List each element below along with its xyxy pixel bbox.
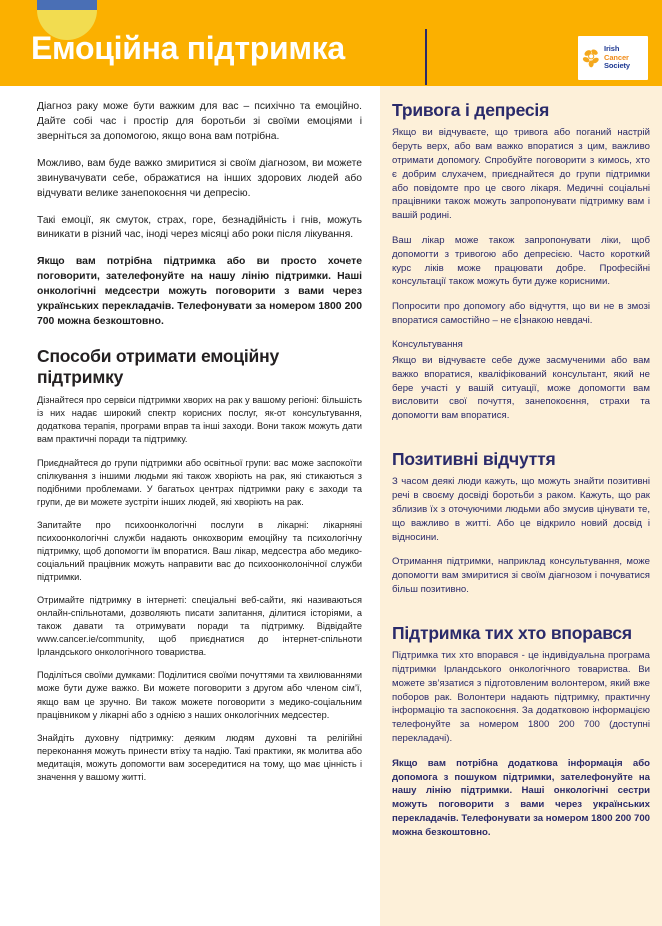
support-line-callout: Якщо вам потрібна підтримка або ви просто хочете поговорити, зателефонуйте на нашу лінію підтримки. Наші онкологічні медсестри можуть поговорити з вами через українських перекладачів. Телефонувати за номером 1800 200 700 можна безкоштовно. [37,256,362,328]
paragraph: Отримання підтримки, наприклад консультування, може допомогти вам змиритися зі своїм діагнозом і почуватися більш позитивно. [392,556,650,595]
paragraph: Знайдіть духовну підтримку: деяким людям духовні та релігійні переконання можуть принести втіху та надію. Такі практики, як молитва або медитація, можуть допомогти вам зосередитися на тому, що має цінність і значення у вашому житті. [37,732,362,782]
paragraph: Якщо ви відчуваєте себе дуже засмученими або вам важко впоратися, кваліфікований консультант, який не бере участі у вашій ситуації, може допомогти вам висловити свої почуття, занепокоєння, страхи та допомогти вам впоратися. [392,354,650,422]
section-heading-positive-feelings: Позитивні відчуття [392,448,556,469]
paragraph: Дізнайтеся про сервіси підтримки хворих на рак у вашому регіоні: більшість із них надає широкий спектр корисних послуг, як-от консультування, додаткова терапія, програми вправ та інші заходи. Вони також можуть дати вам практичні поради та підтримку. [37,395,362,445]
header-bar [0,0,662,86]
paragraph: Можливо, вам буде важко змиритися зі своїм діагнозом, ви можете звинувачувати себе, ображатися на інших здорових людей або відчувати велике занепокоєння чи депресію. [37,157,362,199]
paragraph-text-before-caret: Попросити про допомогу або відчуття, що ви не в змозі впоратися самостійно – не є [392,301,650,327]
subheading-counselling: Консультування [392,338,463,350]
paragraph: З часом деякі люди кажуть, що можуть знайти позитивні речі в своєму досвіді боротьби з раком. Кажуть, що рак зблизив їх з оточуючими людьми або змусив цінувати те, що важливо в житті. Або це відкрило новий досвід і відносини. [392,476,650,543]
irish-cancer-society-logo [578,36,648,80]
paragraph: Такі емоції, як смуток, страх, горе, безнадійність і гнів, можуть виникати в різний час, іноді через місяці або роки після лікування. [37,214,362,241]
logo-wordmark [604,45,630,72]
section-heading-anxiety-depression: Тривога і депресія [392,100,550,120]
paragraph: Діагноз раку може бути важким для вас – психічно та емоційно. Дайте собі час і простір для боротьби зі своїми емоціями і зверніться за допомогою, якщо вона вам потрібна. [37,101,362,142]
paragraph-text-after-caret: знакою невдачі. [521,315,593,327]
support-line-callout: Якщо вам потрібна додаткова інформація або допомога з пошуком підтримки, зателефонуйте на нашу лінію підтримки. Наші онкологічні сестри можуть поговорити з вами через українських перекладачів. Телефонувати за номером 1800 200 700 можна безкоштовно. [392,757,650,838]
section-heading-ways-to-get-support: Способи отримати емоційну підтримку [37,346,280,388]
paragraph: Ваш лікар може також запропонувати ліки, щоб допомогти з тривогою або депресією. Часто короткий курс ліків може працювати добре. Професійні консультації також можуть бути дуже корисними. [392,235,650,288]
left-column [37,100,362,794]
logo-line-3: Society [604,61,630,71]
logo-line-2: Cancer [604,52,629,62]
paragraph: Поділіться своїми думками: Поділитися своїми почуттями та хвилюваннями може бути дуже важко. Ви можете поговорити з другом або членом сім’ї, якщо вам це зручно. Ви також можете поговорити з медико-соціальним працівником у лікарні або з однією з наших онкологічних медсестер. [37,670,362,720]
flag-blue-half [37,0,97,10]
page-title: Емоційна підтримка [31,30,345,66]
paragraph: Якщо ви відчуваєте, що тривога або поганий настрій беруть верх, або вам важко впоратися з цим, важливо отримати допомогу. Спробуйте поговорити з кимось, хто є добрим слухачем, приєднайтеся до групи підтримки або повідомте про це свого лікаря. Медичні соціальні працівники також можуть запропонувати підтримку вам і вашій родині. [392,127,650,222]
paragraph: Приєднайтеся до групи підтримки або освітньої групи: вас може заспокоїти спілкування з іншими людьми які також хворіють на рак, які стикаються з подібними проблемами. У багатьох центрах підтримки раку є заходи та групи, де ви можете зустріти інших людей, які хворіють на рак. [37,457,362,507]
paragraph: Підтримка тих хто впорався - це індивідуальна програма підтримки Ірландського онкологічного товариства. Ви можете зв’язатися з підготовленим волонтером, який вже поборов рак. Волонтери надають підтримку, практичну інформацію та заспокоєння. За додатковою інформацією телефонуйте за номером 1800 200 700 (доступні перекладачі). [392,650,650,745]
text-cursor-caret [425,29,427,85]
paragraph-with-caret [392,300,650,328]
section-heading-survivor-support: Підтримка тих хто впорався [392,622,632,643]
logo-line-1: Irish [604,43,620,53]
paragraph: Запитайте про психоонкологічні послуги в лікарні: лікарняні психоонкологічні служби надають онкохворим емоційну та психологічну підтримку, щоб допомогти їм впоратися. Ваш лікар, медсестра або медико-соціальний працівник можуть направити вас до психоонколонічної служби підтримки. [37,519,362,583]
daffodil-icon [582,47,602,69]
paragraph: Отримайте підтримку в інтернеті: спеціальні веб-сайти, які називаються онлайн-спільнотами, дозволяють писати запитання, ділитися історіями, а також давати та отримувати поради та підтримку. Відвідайте www.cancer.ie/community, щоб приєднатися до інтернет-спільноти Ірландського онкологічного товариства. [37,595,362,658]
right-column [392,100,650,851]
text-cursor-caret [520,314,521,324]
